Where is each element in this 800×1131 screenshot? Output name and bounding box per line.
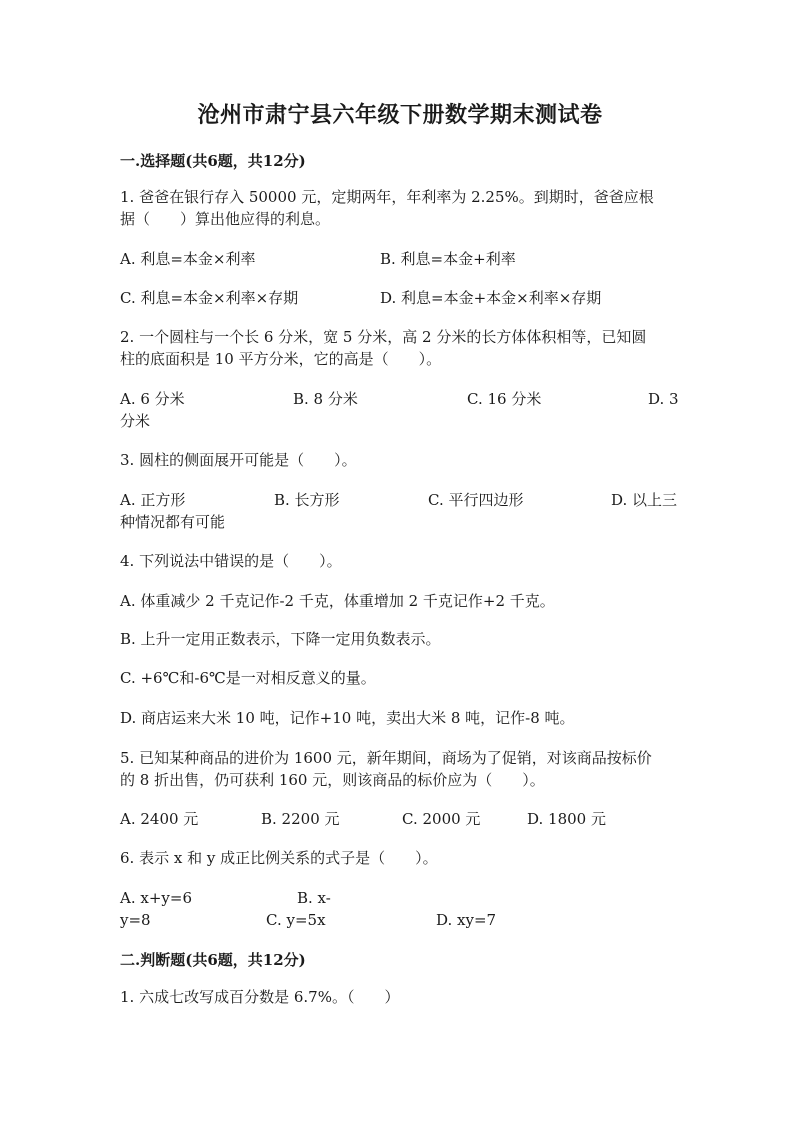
page-title: 沧州市肃宁县六年级下册数学期末测试卷 (197, 102, 603, 128)
question-2-option-b: B. 8 分米 (293, 390, 358, 408)
question-2-option-d-continued: 分米 (120, 412, 151, 430)
section-heading-choice: 一.选择题(共6题，共12分) (120, 152, 306, 170)
question-1-text-line1: 1. 爸爸在银行存入 50000 元，定期两年，年利率为 2.25%。到期时，爸爸应根 (120, 188, 654, 206)
question-5-text-line1: 5. 已知某种商品的进价为 1600 元，新年期间，商场为了促销，对该商品按标价 (120, 749, 652, 767)
question-1-option-b: B. 利息=本金+利率 (380, 250, 516, 268)
question-6-option-b: B. x- (297, 889, 331, 907)
section-heading-judgement: 二.判断题(共6题，共12分) (120, 951, 306, 969)
question-2-option-a: A. 6 分米 (120, 390, 185, 408)
question-3-text-line1: 3. 圆柱的侧面展开可能是（ ）。 (120, 451, 357, 469)
question-4-option-d: D. 商店运来大米 10 吨，记作+10 吨，卖出大米 8 吨，记作-8 吨。 (120, 709, 575, 727)
question-2-text-line2: 柱的底面积是 10 平方分米，它的高是（ ）。 (120, 350, 442, 368)
question-4-option-c: C. +6℃和-6℃是一对相反意义的量。 (120, 669, 376, 687)
question-6-option-d: D. xy=7 (436, 911, 497, 929)
judgement-1-text: 1. 六成七改写成百分数是 6.7%。（ ） (120, 988, 400, 1006)
question-6-text-line1: 6. 表示 x 和 y 成正比例关系的式子是（ ）。 (120, 849, 438, 867)
question-5-option-b: B. 2200 元 (261, 810, 340, 828)
question-1-option-c: C. 利息=本金×利率×存期 (120, 289, 299, 307)
question-5-option-a: A. 2400 元 (120, 810, 199, 828)
question-1-option-a: A. 利息=本金×利率 (120, 250, 256, 268)
question-3-option-a: A. 正方形 (120, 491, 186, 509)
question-2-option-d: D. 3 (648, 390, 679, 408)
question-3-option-c: C. 平行四边形 (428, 491, 524, 509)
question-2-option-c: C. 16 分米 (467, 390, 542, 408)
question-6-option-a: A. x+y=6 (120, 889, 192, 907)
question-1-option-d: D. 利息=本金+本金×利率×存期 (380, 289, 602, 307)
question-3-option-d: D. 以上三 (611, 491, 678, 509)
question-2-text-line1: 2. 一个圆柱与一个长 6 分米，宽 5 分米，高 2 分米的长方体体积相等，已知圆 (120, 328, 647, 346)
question-6-option-b-continued: y=8 (120, 911, 151, 929)
question-5-text-line2: 的 8 折出售，仍可获利 160 元，则该商品的标价应为（ ）。 (120, 771, 545, 789)
question-3-option-d-continued: 种情况都有可能 (120, 513, 226, 531)
question-1-text-line2: 据（ ）算出他应得的利息。 (120, 210, 331, 228)
question-4-text-line1: 4. 下列说法中错误的是（ ）。 (120, 552, 342, 570)
question-6-option-c: C. y=5x (266, 911, 326, 929)
question-5-option-c: C. 2000 元 (402, 810, 481, 828)
question-4-option-b: B. 上升一定用正数表示，下降一定用负数表示。 (120, 630, 441, 648)
question-5-option-d: D. 1800 元 (527, 810, 606, 828)
question-3-option-b: B. 长方形 (274, 491, 340, 509)
question-4-option-a: A. 体重减少 2 千克记作-2 千克，体重增加 2 千克记作+2 千克。 (120, 592, 555, 610)
